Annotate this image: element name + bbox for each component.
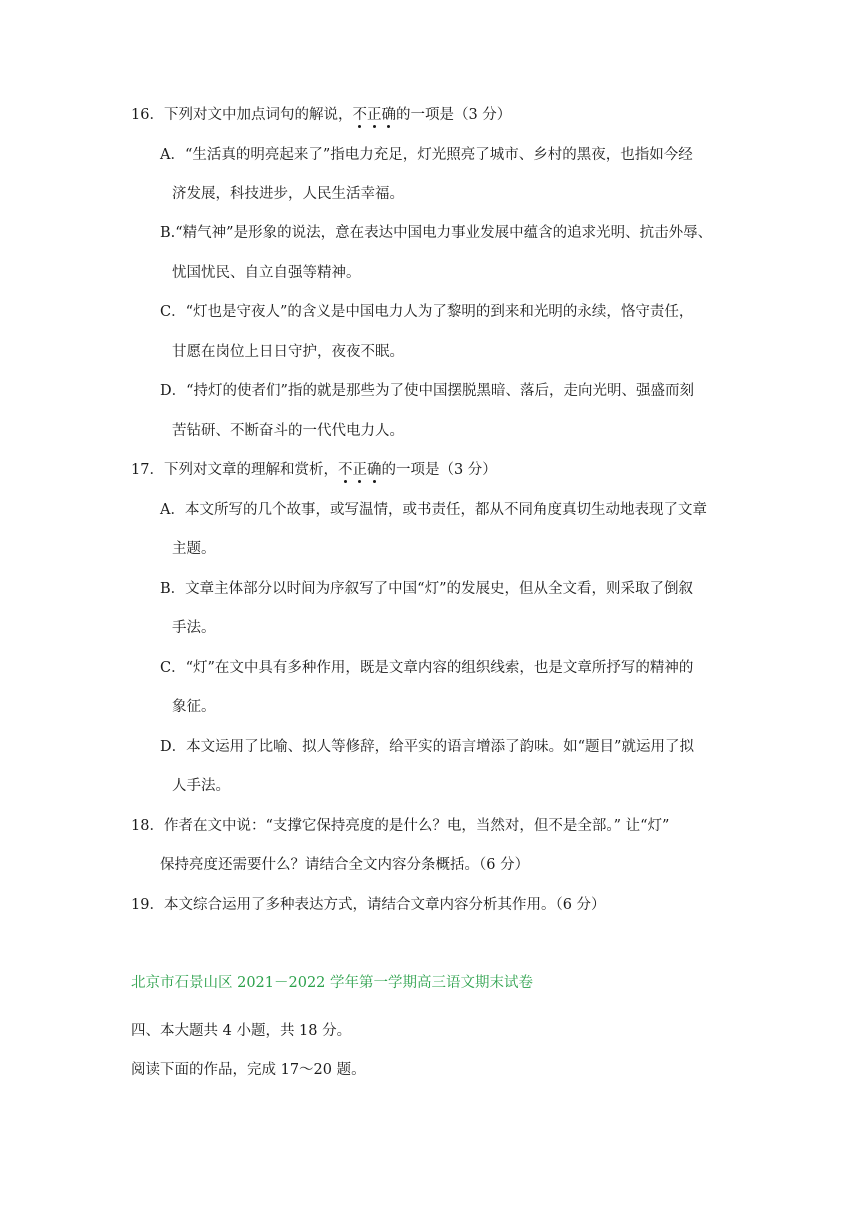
q17-stem — [131, 460, 497, 480]
q17-dot-char: 确 — [366, 462, 382, 478]
q16-option-a: A．“生活真的明亮起来了”指电力充足，灯光照亮了城市、乡村的黑夜，也指如今经 — [160, 147, 693, 163]
q16-option-c-cont: 甘愿在岗位上日日守护，夜夜不眠。 — [172, 344, 404, 360]
q17-option-b-cont: 手法。 — [172, 620, 216, 636]
q17-option-b: B．文章主体部分以时间为序叙写了中国“灯”的发展史，但从全文看，则采取了倒叙 — [160, 581, 693, 597]
q17-dot-char: 不 — [337, 462, 353, 478]
q16-dot-char: 确 — [381, 107, 396, 123]
q16-dot-char: 正 — [366, 107, 382, 123]
source-title: 北京市石景山区 2021－2022 学年第一学期高三语文期末试卷 — [131, 975, 534, 991]
q17-stem-post: 的一项是（3 分） — [381, 462, 497, 478]
section-heading: 四、本大题共 4 小题，共 18 分。 — [131, 1023, 352, 1039]
q19-stem: 19．本文综合运用了多种表达方式，请结合文章内容分析其作用。（6 分） — [131, 897, 606, 913]
q18-stem-cont: 保持亮度还需要什么？请结合全文内容分条概括。（6 分） — [160, 857, 530, 873]
q17-option-a: A．本文所写的几个故事，或写温情，或书责任，都从不同角度真切生动地表现了文章 — [160, 502, 707, 518]
q16-stem — [131, 105, 511, 125]
q17-stem-pre: 17．下列对文章的理解和赏析， — [131, 462, 338, 478]
q16-option-b-cont: 忧国忧民、自立自强等精神。 — [172, 265, 361, 281]
q16-option-b: B.“精气神”是形象的说法，意在表达中国电力事业发展中蕴含的追求光明、抗击外辱、 — [160, 225, 713, 241]
q16-option-c: C．“灯也是守夜人”的含义是中国电力人为了黎明的到来和光明的永续，恪守责任， — [160, 304, 694, 320]
q17-option-d: D．本文运用了比喻、拟人等修辞，给平实的语言增添了韵味。如“题目”就运用了拟 — [160, 739, 694, 755]
q16-option-a-cont: 济发展，科技进步，人民生活幸福。 — [172, 186, 404, 202]
q17-option-d-cont: 人手法。 — [172, 778, 230, 794]
q16-option-d: D．“持灯的使者们”指的就是那些为了使中国摆脱黑暗、落后，走向光明、强盛而刻 — [160, 383, 694, 399]
q16-dot-char: 不 — [352, 107, 367, 123]
q18-stem: 18．作者在文中说：“支撑它保持亮度的是什么？电，当然对，但不是全部。” 让“灯” — [131, 818, 670, 834]
reading-instruction: 阅读下面的作品，完成 17～20 题。 — [131, 1062, 366, 1078]
q16-stem-pre: 16．下列对文中加点词句的解说， — [131, 107, 353, 123]
q17-option-c: C．“灯”在文中具有多种作用，既是文章内容的组织线索，也是文章所抒写的精神的 — [160, 660, 694, 676]
q17-option-a-cont: 主题。 — [172, 541, 216, 557]
q16-stem-post: 的一项是（3 分） — [395, 107, 512, 123]
q17-dot-char: 正 — [352, 462, 367, 478]
q16-option-d-cont: 苦钻研、不断奋斗的一代代电力人。 — [172, 423, 404, 439]
q17-option-c-cont: 象征。 — [172, 699, 216, 715]
